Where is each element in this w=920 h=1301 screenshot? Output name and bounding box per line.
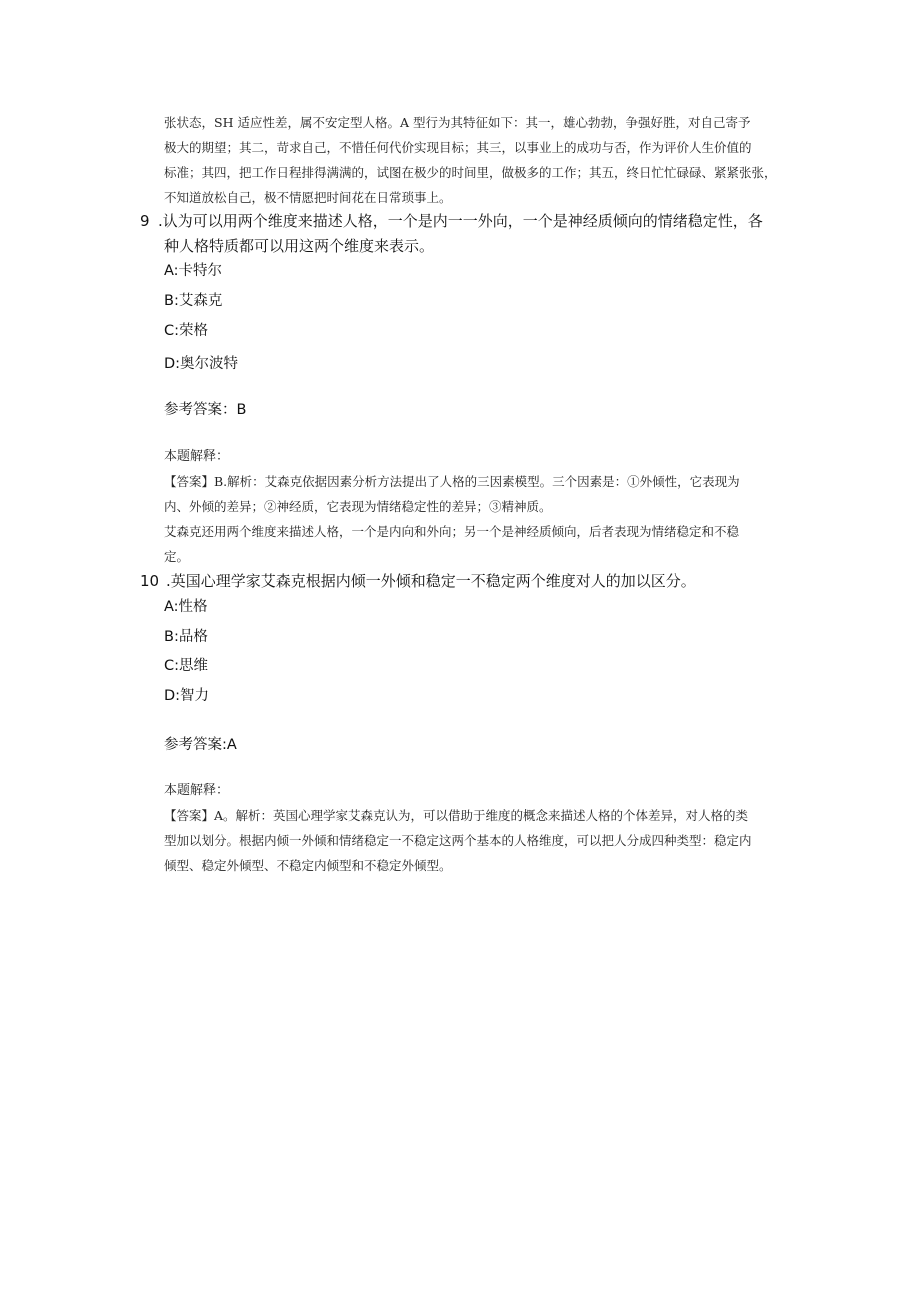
explanation-label: 本题解释： bbox=[164, 783, 230, 798]
option-d: D:智力 bbox=[164, 688, 210, 704]
question-text-line: .英国心理学家艾森克根据内倾一外倾和稳定一不稳定两个维度对人的加以区分。 bbox=[166, 572, 696, 590]
intro-line: 不知道放松自己，极不情愿把时间花在日常琐事上。 bbox=[164, 190, 452, 205]
intro-line: 标准；其四，把工作日程排得满满的，试图在极少的时间里，做极多的工作；其五，终日忙忙碌碌、紧紧张张， bbox=[164, 165, 777, 180]
explanation-line: 内、外倾的差异；②神经质，它表现为情绪稳定性的差异；③精神质。 bbox=[164, 499, 552, 514]
option-a: A:性格 bbox=[164, 599, 208, 615]
option-a: A:卡特尔 bbox=[164, 263, 223, 279]
question-text-line: .认为可以用两个维度来描述人格，一个是内一一外向，一个是神经质倾向的情绪稳定性，各 bbox=[158, 212, 763, 230]
question-number: 9 bbox=[140, 212, 150, 230]
option-b: B:艾森克 bbox=[164, 293, 223, 309]
option-c: C:荣格 bbox=[164, 323, 209, 339]
explanation-label: 本题解释： bbox=[164, 449, 230, 464]
option-c: C:思维 bbox=[164, 658, 209, 674]
question-number: 10 bbox=[140, 572, 160, 590]
explanation-line: 【答案】B.解析：艾森克依据因素分析方法提出了人格的三因素模型。三个因素是：①外倾性，它表现为 bbox=[164, 474, 740, 489]
option-d: D:奥尔波特 bbox=[164, 356, 239, 372]
explanation-line: 定。 bbox=[164, 549, 190, 564]
intro-line: 张状态，SH 适应性差，属不安定型人格。A 型行为其特征如下：其一，雄心勃勃，争强好胜，对自己寄予 bbox=[164, 115, 751, 130]
explanation-line: 艾森克还用两个维度来描述人格，一个是内向和外向；另一个是神经质倾向，后者表现为情绪稳定和不稳 bbox=[164, 524, 740, 539]
explanation-line: 【答案】A。解析：英国心理学家艾森克认为，可以借助于维度的概念来描述人格的个体差异，对人格的类 bbox=[164, 808, 749, 823]
reference-answer: 参考答案:A bbox=[164, 737, 237, 753]
option-b: B:品格 bbox=[164, 629, 208, 645]
question-text-line: 种人格特质都可以用这两个维度来表示。 bbox=[164, 237, 435, 255]
explanation-line: 型加以划分。根据内倾一外倾和情绪稳定一不稳定这两个基本的人格维度，可以把人分成四种类型：稳定内 bbox=[164, 833, 752, 848]
explanation-line: 倾型、稳定外倾型、不稳定内倾型和不稳定外倾型。 bbox=[164, 858, 452, 873]
reference-answer: 参考答案：B bbox=[164, 402, 247, 418]
intro-line: 极大的期望；其二，苛求自己，不惜任何代价实现目标；其三，以事业上的成功与否，作为评价人生价值的 bbox=[164, 140, 752, 155]
